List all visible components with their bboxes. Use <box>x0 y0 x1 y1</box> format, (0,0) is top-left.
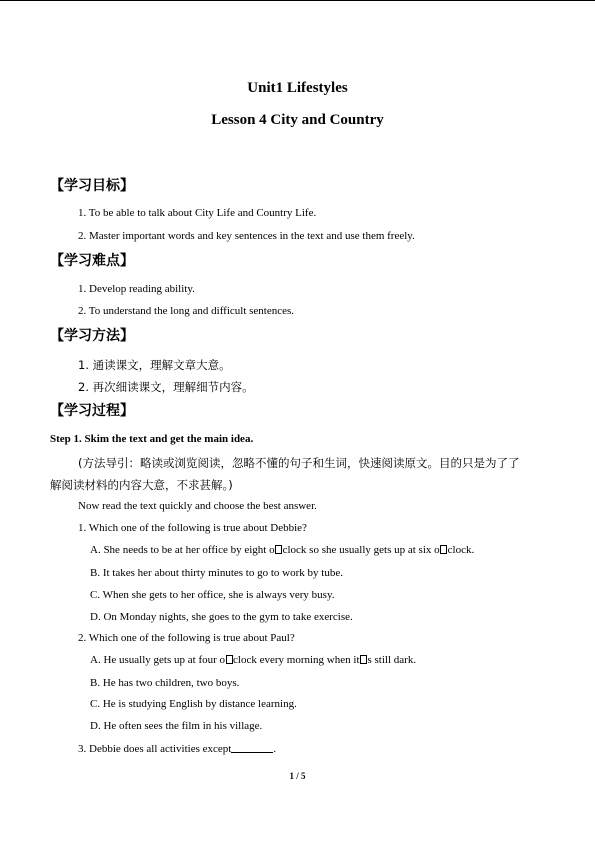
step1-instruction: Now read the text quickly and choose the best answer. <box>78 500 317 512</box>
difficulty-item: 2. To understand the long and difficult sentences. <box>78 305 295 317</box>
q1-option-b: B. It takes her about thirty minutes to go to work by tube. <box>90 567 343 579</box>
q1-option-c: C. When she gets to her office, she is always very busy. <box>90 589 335 601</box>
question-1: 1. Which one of the following is true about Debbie? <box>78 522 307 534</box>
method-item: 2. 再次细读课文，理解细节内容。 <box>78 380 254 394</box>
missing-glyph-box <box>360 655 367 664</box>
step1-title: Step 1. Skim the text and get the main idea. <box>50 433 254 445</box>
question-3: 3. Debbie does all activities except . <box>78 743 277 755</box>
q1-option-d: D. On Monday nights, she goes to the gym to take exercise. <box>90 611 353 623</box>
goal-item: 1. To be able to talk about City Life and Country Life. <box>78 207 317 219</box>
difficulties-heading: 【学习难点】 <box>50 253 134 269</box>
page-top-border <box>0 0 595 1</box>
q2-option-c: C. He is studying English by distance learning. <box>90 698 297 710</box>
question-2: 2. Which one of the following is true about Paul? <box>78 632 295 644</box>
step1-guide-line2: 解阅读材料的内容大意，不求甚解。) <box>50 478 233 492</box>
lesson-title: Lesson 4 City and Country <box>211 112 384 128</box>
method-item: 1. 通读课文，理解文章大意。 <box>78 358 231 372</box>
q2-option-d: D. He often sees the film in his village. <box>90 720 263 732</box>
missing-glyph-box <box>440 545 447 554</box>
goals-heading: 【学习目标】 <box>50 178 134 194</box>
step1-guide-line1: (方法导引：略读或浏览阅读，忽略不懂的句子和生词，快速阅读原文。目的只是为了了 <box>78 456 520 470</box>
q1-option-a: A. She needs to be at her office by eight o clock so she usually gets up at six o clock. <box>90 544 475 556</box>
q2-option-b: B. He has two children, two boys. <box>90 677 240 689</box>
missing-glyph-box <box>226 655 233 664</box>
methods-heading: 【学习方法】 <box>50 328 134 344</box>
q2-option-a: A. He usually gets up at four o clock every morning when it s still dark. <box>90 654 417 666</box>
process-heading: 【学习过程】 <box>50 403 134 419</box>
goal-item: 2. Master important words and key sentences in the text and use them freely. <box>78 230 415 242</box>
page-number: 1 / 5 <box>289 771 306 781</box>
answer-blank <box>231 742 273 753</box>
missing-glyph-box <box>275 545 282 554</box>
difficulty-item: 1. Develop reading ability. <box>78 283 195 295</box>
unit-title: Unit1 Lifestyles <box>247 80 348 96</box>
